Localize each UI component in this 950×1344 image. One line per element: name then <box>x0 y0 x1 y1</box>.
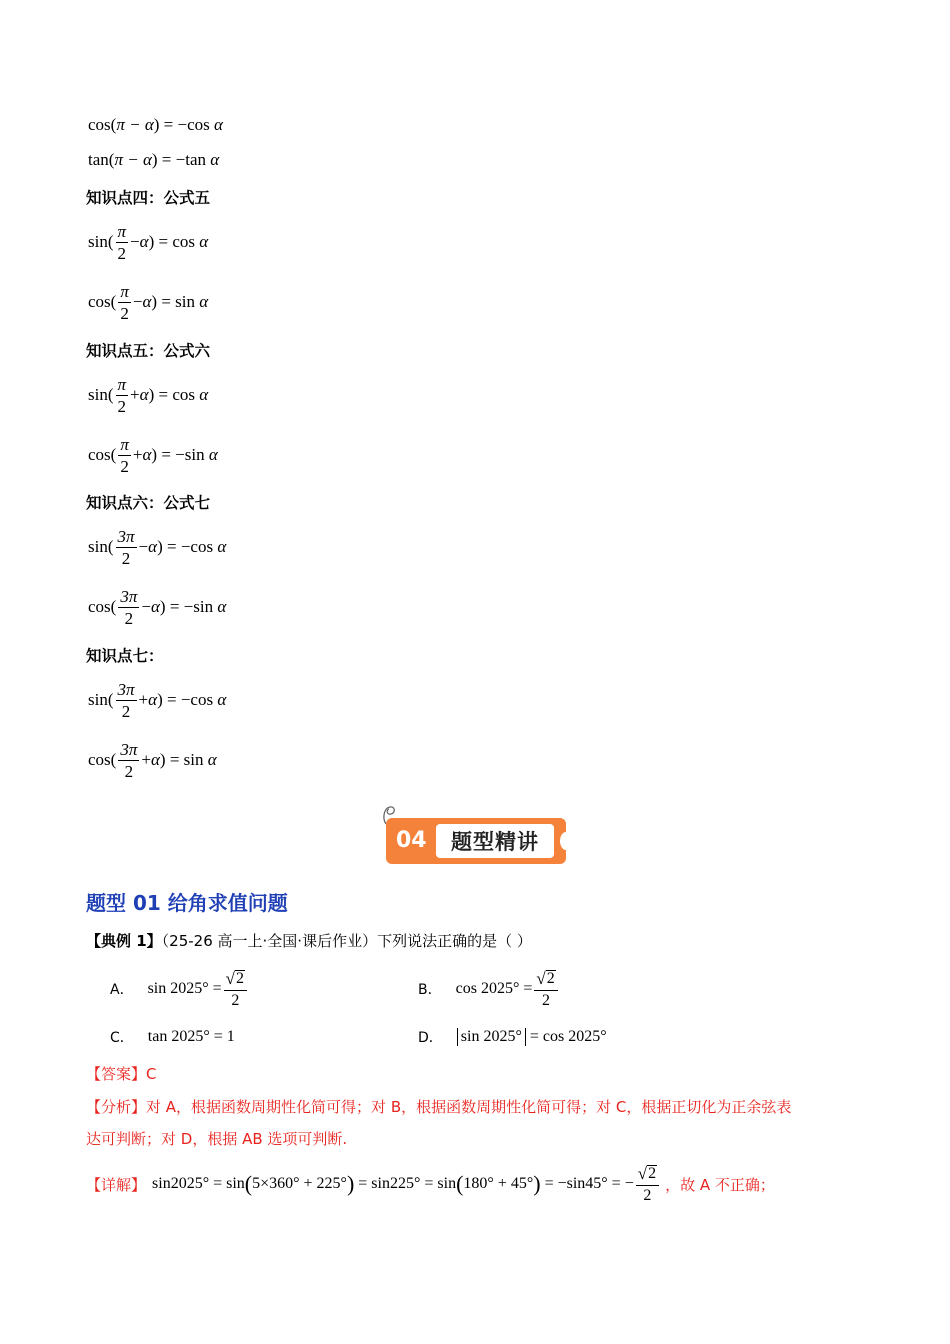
fraction-denominator: 2 <box>121 548 131 568</box>
banner-notch <box>560 832 572 850</box>
answer-line <box>86 1063 157 1084</box>
option-c[interactable] <box>110 1012 235 1062</box>
fraction-denominator: 2 <box>120 456 129 476</box>
section-title: 题型 01 给角求值问题 <box>86 891 288 915</box>
fraction <box>116 223 129 262</box>
analysis-line-1 <box>86 1096 791 1117</box>
fraction <box>116 376 129 415</box>
option-letter: B． <box>418 982 442 998</box>
fraction-numerator: π <box>120 434 129 454</box>
rhs-sign: − <box>180 537 191 556</box>
detail-part: = −sin45° = − <box>544 1175 634 1192</box>
fraction-numerator: √ 2 <box>636 1165 659 1186</box>
sqrt-radicand: 2 <box>236 969 245 987</box>
option-b[interactable] <box>418 964 560 1014</box>
fn-name: cos <box>88 597 111 616</box>
fraction-numerator: 3π <box>117 526 135 546</box>
section-banner <box>386 818 566 864</box>
formula-sin-three-half-pi-plus: sin ( $\frac{3\pi}{2}$ + α ) = − cos α <box>88 679 227 721</box>
option-math: tan 2025° = 1 <box>147 1028 235 1045</box>
fraction-numerator: π <box>120 281 129 301</box>
fraction-denominator: 2 <box>117 396 127 416</box>
operator: + <box>130 385 140 404</box>
question-text: 下列说法正确的是（ ） <box>377 932 532 950</box>
detail-tag: 【详解】 <box>86 1175 147 1194</box>
fn-name: sin <box>88 690 108 709</box>
detail-line <box>86 1160 775 1208</box>
detail-tail: ，故 A 不正确； <box>665 1175 775 1194</box>
option-d[interactable] <box>418 1012 607 1062</box>
fn-name: sin <box>88 232 108 251</box>
fn-name: sin <box>88 537 108 556</box>
operator: − <box>130 232 140 251</box>
detail-part: 180° + 45° <box>463 1175 534 1192</box>
fraction-denominator: 2 <box>124 761 134 781</box>
knowledge-point-heading: 知识点七： <box>86 647 164 665</box>
analysis-tag: 【分析】 <box>86 1098 147 1116</box>
fraction-denominator: 2 <box>121 701 131 721</box>
option-math <box>457 1028 607 1046</box>
fraction-numerator: 3π <box>117 679 135 699</box>
fraction-denominator: 2 <box>643 1186 652 1204</box>
operator: + <box>138 690 149 709</box>
fraction <box>118 588 139 627</box>
detail-part: = sin225° = sin <box>358 1175 457 1192</box>
question-source: （25-26 高一上·全国·课后作业） <box>161 932 378 950</box>
rhs-fn: sin <box>175 292 195 311</box>
formula-sin-three-half-pi-minus: sin ( $\frac{3\pi}{2}$ − α ) = − cos α <box>88 526 227 568</box>
operator: − <box>132 292 143 311</box>
fn-name: sin <box>88 385 108 404</box>
rhs-sign: − <box>175 445 185 464</box>
analysis-line-2: 达可判断；对 D，根据 AB 选项可判断. <box>86 1130 348 1148</box>
rhs-fn: sin <box>184 445 205 464</box>
question-tag: 【典例 1】 <box>86 932 162 950</box>
option-lhs: sin 2025° = <box>147 980 222 997</box>
rhs-fn: cos <box>172 232 195 251</box>
formula-arg: π − α <box>116 115 154 134</box>
fn-name: cos <box>88 445 111 464</box>
fn-name: cos <box>88 292 111 311</box>
formula-tan-pi-minus-alpha: tan ( π − α ) = − tan α <box>88 150 220 169</box>
fraction-numerator: 3π <box>120 739 138 759</box>
fraction <box>118 283 131 322</box>
fraction <box>118 436 131 475</box>
fn-name: cos <box>88 750 111 769</box>
option-rhs: = cos 2025° <box>529 1028 607 1045</box>
knowledge-point-heading: 知识点五：公式六 <box>86 342 211 360</box>
fraction <box>534 970 557 1009</box>
option-letter: A． <box>110 982 134 998</box>
rhs-sign: − <box>180 690 191 709</box>
formula-cos-three-half-pi-plus: cos ( $\frac{3\pi}{2}$ + α ) = sin α <box>88 739 217 781</box>
fraction-denominator: 2 <box>117 243 127 263</box>
rhs-fn: cos <box>190 690 214 709</box>
option-math <box>148 970 249 1009</box>
option-letter: C． <box>110 1030 134 1046</box>
formula-sin-half-pi-plus: sin ( $\frac{\pi}{2}$ + α ) = cos α <box>88 374 209 416</box>
formula-cos-three-half-pi-minus: cos ( $\frac{3\pi}{2}$ − α ) = − sin α <box>88 586 227 628</box>
analysis-text: 对 A，根据函数周期性化简可得；对 B，根据函数周期性化简可得；对 C，根据正切化为正余弦表 <box>146 1098 792 1116</box>
fraction-numerator: π <box>117 374 127 394</box>
answer-tag: 【答案】 <box>86 1065 147 1083</box>
rhs-fn: sin <box>193 597 214 616</box>
operator: + <box>132 445 143 464</box>
formula-cos-half-pi-plus: cos ( $\frac{\pi}{2}$ + α ) = − sin α <box>88 434 218 476</box>
knowledge-point-heading: 知识点四：公式五 <box>86 189 211 207</box>
fraction <box>116 681 137 720</box>
operator: − <box>141 597 151 616</box>
fraction-numerator: π <box>117 221 127 241</box>
fn-name: tan <box>88 150 109 169</box>
operator: − <box>138 537 149 556</box>
option-a[interactable] <box>110 964 249 1014</box>
rhs-fn: cos <box>190 537 214 556</box>
fraction-denominator: 2 <box>124 608 134 628</box>
sqrt-radicand: 2 <box>648 1164 657 1182</box>
rhs-fn: cos <box>187 115 210 134</box>
rhs-sign: − <box>177 115 188 134</box>
formula-arg: π − α <box>114 150 152 169</box>
fraction <box>224 970 247 1009</box>
fraction-numerator: 3π <box>120 586 138 606</box>
fraction <box>116 528 137 567</box>
formula-cos-half-pi-minus: cos ( $\frac{\pi}{2}$ − α ) = sin α <box>88 281 209 323</box>
formula-sin-half-pi-minus: sin ( $\frac{\pi}{2}$ − α ) = cos α <box>88 221 209 263</box>
detail-part: 5×360° + 225° <box>252 1175 347 1192</box>
knowledge-point-heading: 知识点六：公式七 <box>86 494 211 512</box>
formula-cos-pi-minus-alpha: cos ( π − α ) = − cos α <box>88 115 223 134</box>
banner-number: 04 <box>396 828 427 853</box>
rhs-fn: sin <box>183 750 204 769</box>
banner-label: 题型精讲 <box>436 824 554 858</box>
detail-math: sin2025° = sin ( 5×360° + 225° ) = sin225° = sin ( 180° + 45° ) = −sin45° = − √ 2 2 <box>152 1165 661 1204</box>
sqrt-radicand: 2 <box>546 969 555 987</box>
rhs-sign: − <box>183 597 194 616</box>
fraction-denominator: 2 <box>120 303 129 323</box>
option-lhs: cos 2025° = <box>455 980 533 997</box>
rhs-fn: cos <box>172 385 195 404</box>
fraction-numerator: √ 2 <box>224 970 247 991</box>
fraction-denominator: 2 <box>542 991 551 1009</box>
detail-part: sin2025° = sin <box>152 1175 245 1192</box>
option-math <box>456 970 560 1009</box>
fraction-numerator: √ 2 <box>534 970 557 991</box>
fn-name: cos <box>88 115 111 134</box>
absolute-value: sin 2025° <box>457 1028 526 1046</box>
option-letter: D． <box>418 1030 443 1046</box>
question-line <box>86 930 532 951</box>
fraction-denominator: 2 <box>231 991 240 1009</box>
operator: + <box>141 750 151 769</box>
rhs-sign: − <box>175 150 186 169</box>
fraction <box>636 1165 659 1204</box>
answer-value: C <box>146 1065 157 1083</box>
fraction <box>118 741 139 780</box>
rhs-fn: tan <box>185 150 206 169</box>
